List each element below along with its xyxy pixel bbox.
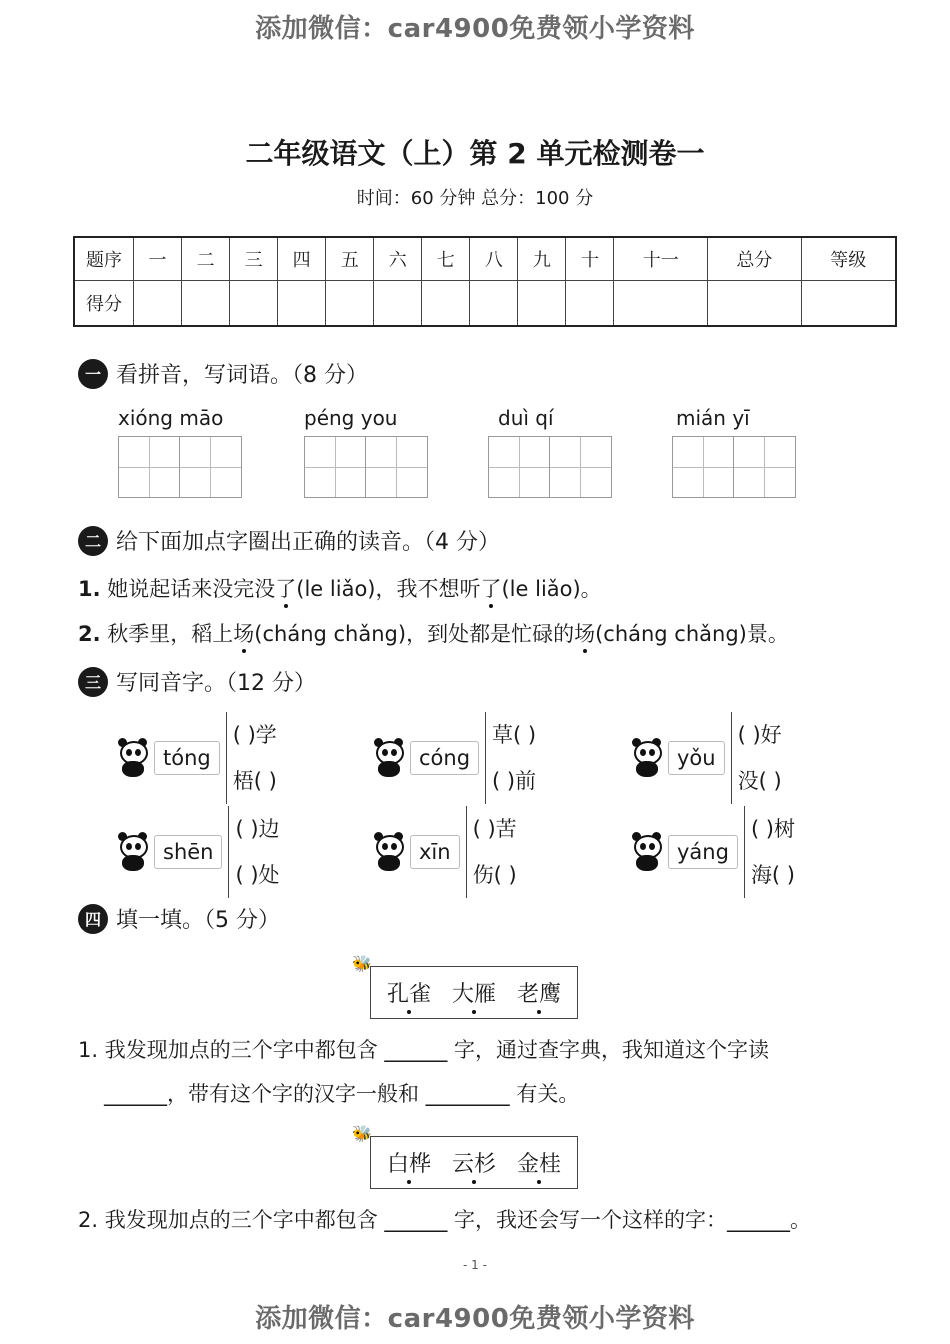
homophone-group [116, 806, 280, 898]
answer-blank[interactable]: ( )树 [750, 817, 795, 841]
answer-blank[interactable]: 梧( ) [232, 769, 277, 793]
pinyin-card: tóng [154, 741, 220, 775]
panda-icon [372, 831, 406, 873]
score-table-header-row [74, 237, 896, 281]
score-cell[interactable] [230, 281, 278, 327]
word-card-2 [370, 1136, 578, 1189]
header-cell: 题序 [74, 237, 134, 281]
header-cell: 五 [326, 237, 374, 281]
header-cell: 六 [374, 237, 422, 281]
writing-box[interactable] [180, 436, 242, 498]
homophone-group [372, 806, 517, 898]
word-card-1 [370, 966, 578, 1019]
answer-blank[interactable]: ( )学 [232, 723, 277, 747]
pinyin-card: yáng [668, 835, 738, 869]
answer-blank[interactable]: ( )好 [737, 723, 782, 747]
panda-icon [372, 737, 406, 779]
word: 大雁 [452, 982, 497, 1007]
header-cell: 九 [518, 237, 566, 281]
answer-blank[interactable]: 海( ) [750, 863, 795, 887]
score-cell[interactable] [470, 281, 518, 327]
writing-box[interactable] [304, 436, 366, 498]
header-cell: 一 [134, 237, 182, 281]
panda-icon [630, 737, 664, 779]
pinyin-label: duì qí [498, 406, 554, 430]
page-number: - 1 - [463, 1258, 487, 1272]
page-title: 二年级语文（上）第 2 单元检测卷一 [245, 137, 705, 170]
pinyin-card: cóng [410, 741, 479, 775]
score-cell[interactable] [278, 281, 326, 327]
question-number: 2. [78, 622, 101, 646]
pinyin-label: péng you [304, 406, 398, 430]
pinyin-card: shēn [154, 835, 222, 869]
answer-blank[interactable]: 草( ) [492, 723, 537, 747]
row-label: 得分 [74, 281, 134, 327]
dotted-char: 场 [574, 622, 596, 646]
answer-blank[interactable]: ( )处 [235, 863, 280, 887]
exam-info: 时间：60 分钟 总分：100 分 [356, 188, 594, 209]
answer-lines [466, 806, 517, 898]
answer-lines [731, 712, 782, 804]
pinyin-item-2 [304, 406, 428, 498]
answer-blank[interactable]: ( )苦 [472, 817, 517, 841]
section-1-heading [78, 358, 368, 389]
pinyin-label: xióng māo [118, 406, 224, 430]
word: 白桦 [387, 1152, 432, 1177]
homophone-group [630, 806, 795, 898]
score-cell[interactable] [326, 281, 374, 327]
question-4-1-line-1: 1. 我发现加点的三个字中都包含 ______ 字，通过查字典，我知道这个字读 [78, 1038, 770, 1062]
score-cell[interactable] [134, 281, 182, 327]
pinyin-card: yǒu [668, 741, 725, 775]
dotted-char: 了 [275, 577, 297, 601]
question-text: 秋季里，稻上 [107, 622, 234, 646]
header-cell: 等级 [801, 237, 896, 281]
panda-icon [116, 737, 150, 779]
question-text: (le liǎo)。 [501, 577, 602, 601]
question-4-2: 2. 我发现加点的三个字中都包含 ______ 字，我还会写一个这样的字：______。 [78, 1208, 812, 1232]
watermark-top: 添加微信：car4900免费领小学资料 [255, 14, 695, 44]
section-4-heading [78, 903, 280, 934]
score-cell[interactable] [801, 281, 896, 327]
header-cell: 二 [182, 237, 230, 281]
question-4-1-line-2: ______，带有这个字的汉字一般和 ________ 有关。 [104, 1082, 580, 1106]
answer-blank[interactable]: 没( ) [737, 769, 782, 793]
homophone-group [116, 712, 277, 804]
dotted-char: 了 [480, 577, 502, 601]
question-text: (cháng chǎng)，到处都是忙碌的 [254, 622, 575, 646]
section-3-heading [78, 666, 316, 697]
answer-lines [485, 712, 536, 804]
question-number: 1. [78, 577, 101, 601]
writing-box[interactable] [734, 436, 796, 498]
watermark-bottom: 添加微信：car4900免费领小学资料 [255, 1304, 695, 1334]
word: 云杉 [452, 1152, 497, 1177]
score-cell[interactable] [708, 281, 802, 327]
section-2-heading [78, 525, 500, 556]
writing-box[interactable] [366, 436, 428, 498]
answer-blank[interactable]: ( )边 [235, 817, 280, 841]
pinyin-label: mián yī [676, 406, 750, 430]
header-cell: 四 [278, 237, 326, 281]
score-cell[interactable] [518, 281, 566, 327]
score-cell[interactable] [422, 281, 470, 327]
section-title: 看拼音，写词语。（8 分） [116, 363, 368, 388]
bee-icon: 🐝 [352, 1124, 372, 1143]
writing-box[interactable] [672, 436, 734, 498]
section-title: 填一填。（5 分） [116, 908, 280, 933]
section-badge: 四 [78, 904, 108, 934]
pinyin-item-4 [672, 406, 796, 498]
word: 金桂 [517, 1152, 562, 1177]
answer-lines [226, 712, 277, 804]
word: 老鹰 [517, 982, 562, 1007]
header-cell: 三 [230, 237, 278, 281]
section-badge: 三 [78, 667, 108, 697]
bee-icon: 🐝 [352, 954, 372, 973]
pinyin-item-1 [118, 406, 242, 498]
header-cell: 八 [470, 237, 518, 281]
score-cell[interactable] [614, 281, 708, 327]
score-cell[interactable] [566, 281, 614, 327]
section-title: 给下面加点字圈出正确的读音。（4 分） [116, 530, 500, 555]
dotted-char: 场 [233, 622, 255, 646]
writing-box[interactable] [550, 436, 612, 498]
header-cell: 十 [566, 237, 614, 281]
score-table [73, 236, 897, 327]
answer-lines [228, 806, 279, 898]
section-title: 写同音字。（12 分） [116, 671, 316, 696]
question-text: 她说起话来没完没 [107, 577, 276, 601]
score-table-score-row [74, 281, 896, 327]
question-text: (le liǎo)，我不想听 [296, 577, 481, 601]
header-cell: 七 [422, 237, 470, 281]
pinyin-card: xīn [410, 835, 460, 869]
homophone-group [372, 712, 536, 804]
pinyin-item-3 [488, 406, 612, 498]
question-text: (cháng chǎng)景。 [595, 622, 789, 646]
panda-icon [116, 831, 150, 873]
writing-box[interactable] [488, 436, 550, 498]
header-cell: 总分 [708, 237, 802, 281]
question-2-2 [78, 618, 789, 648]
answer-lines [744, 806, 795, 898]
score-cell[interactable] [374, 281, 422, 327]
header-cell: 十一 [614, 237, 708, 281]
answer-blank[interactable]: ( )前 [492, 769, 537, 793]
writing-box[interactable] [118, 436, 180, 498]
section-badge: 二 [78, 526, 108, 556]
panda-icon [630, 831, 664, 873]
homophone-group [630, 712, 782, 804]
score-cell[interactable] [182, 281, 230, 327]
answer-blank[interactable]: 伤( ) [472, 863, 517, 887]
section-badge: 一 [78, 359, 108, 389]
question-2-1 [78, 573, 602, 603]
word: 孔雀 [387, 982, 432, 1007]
